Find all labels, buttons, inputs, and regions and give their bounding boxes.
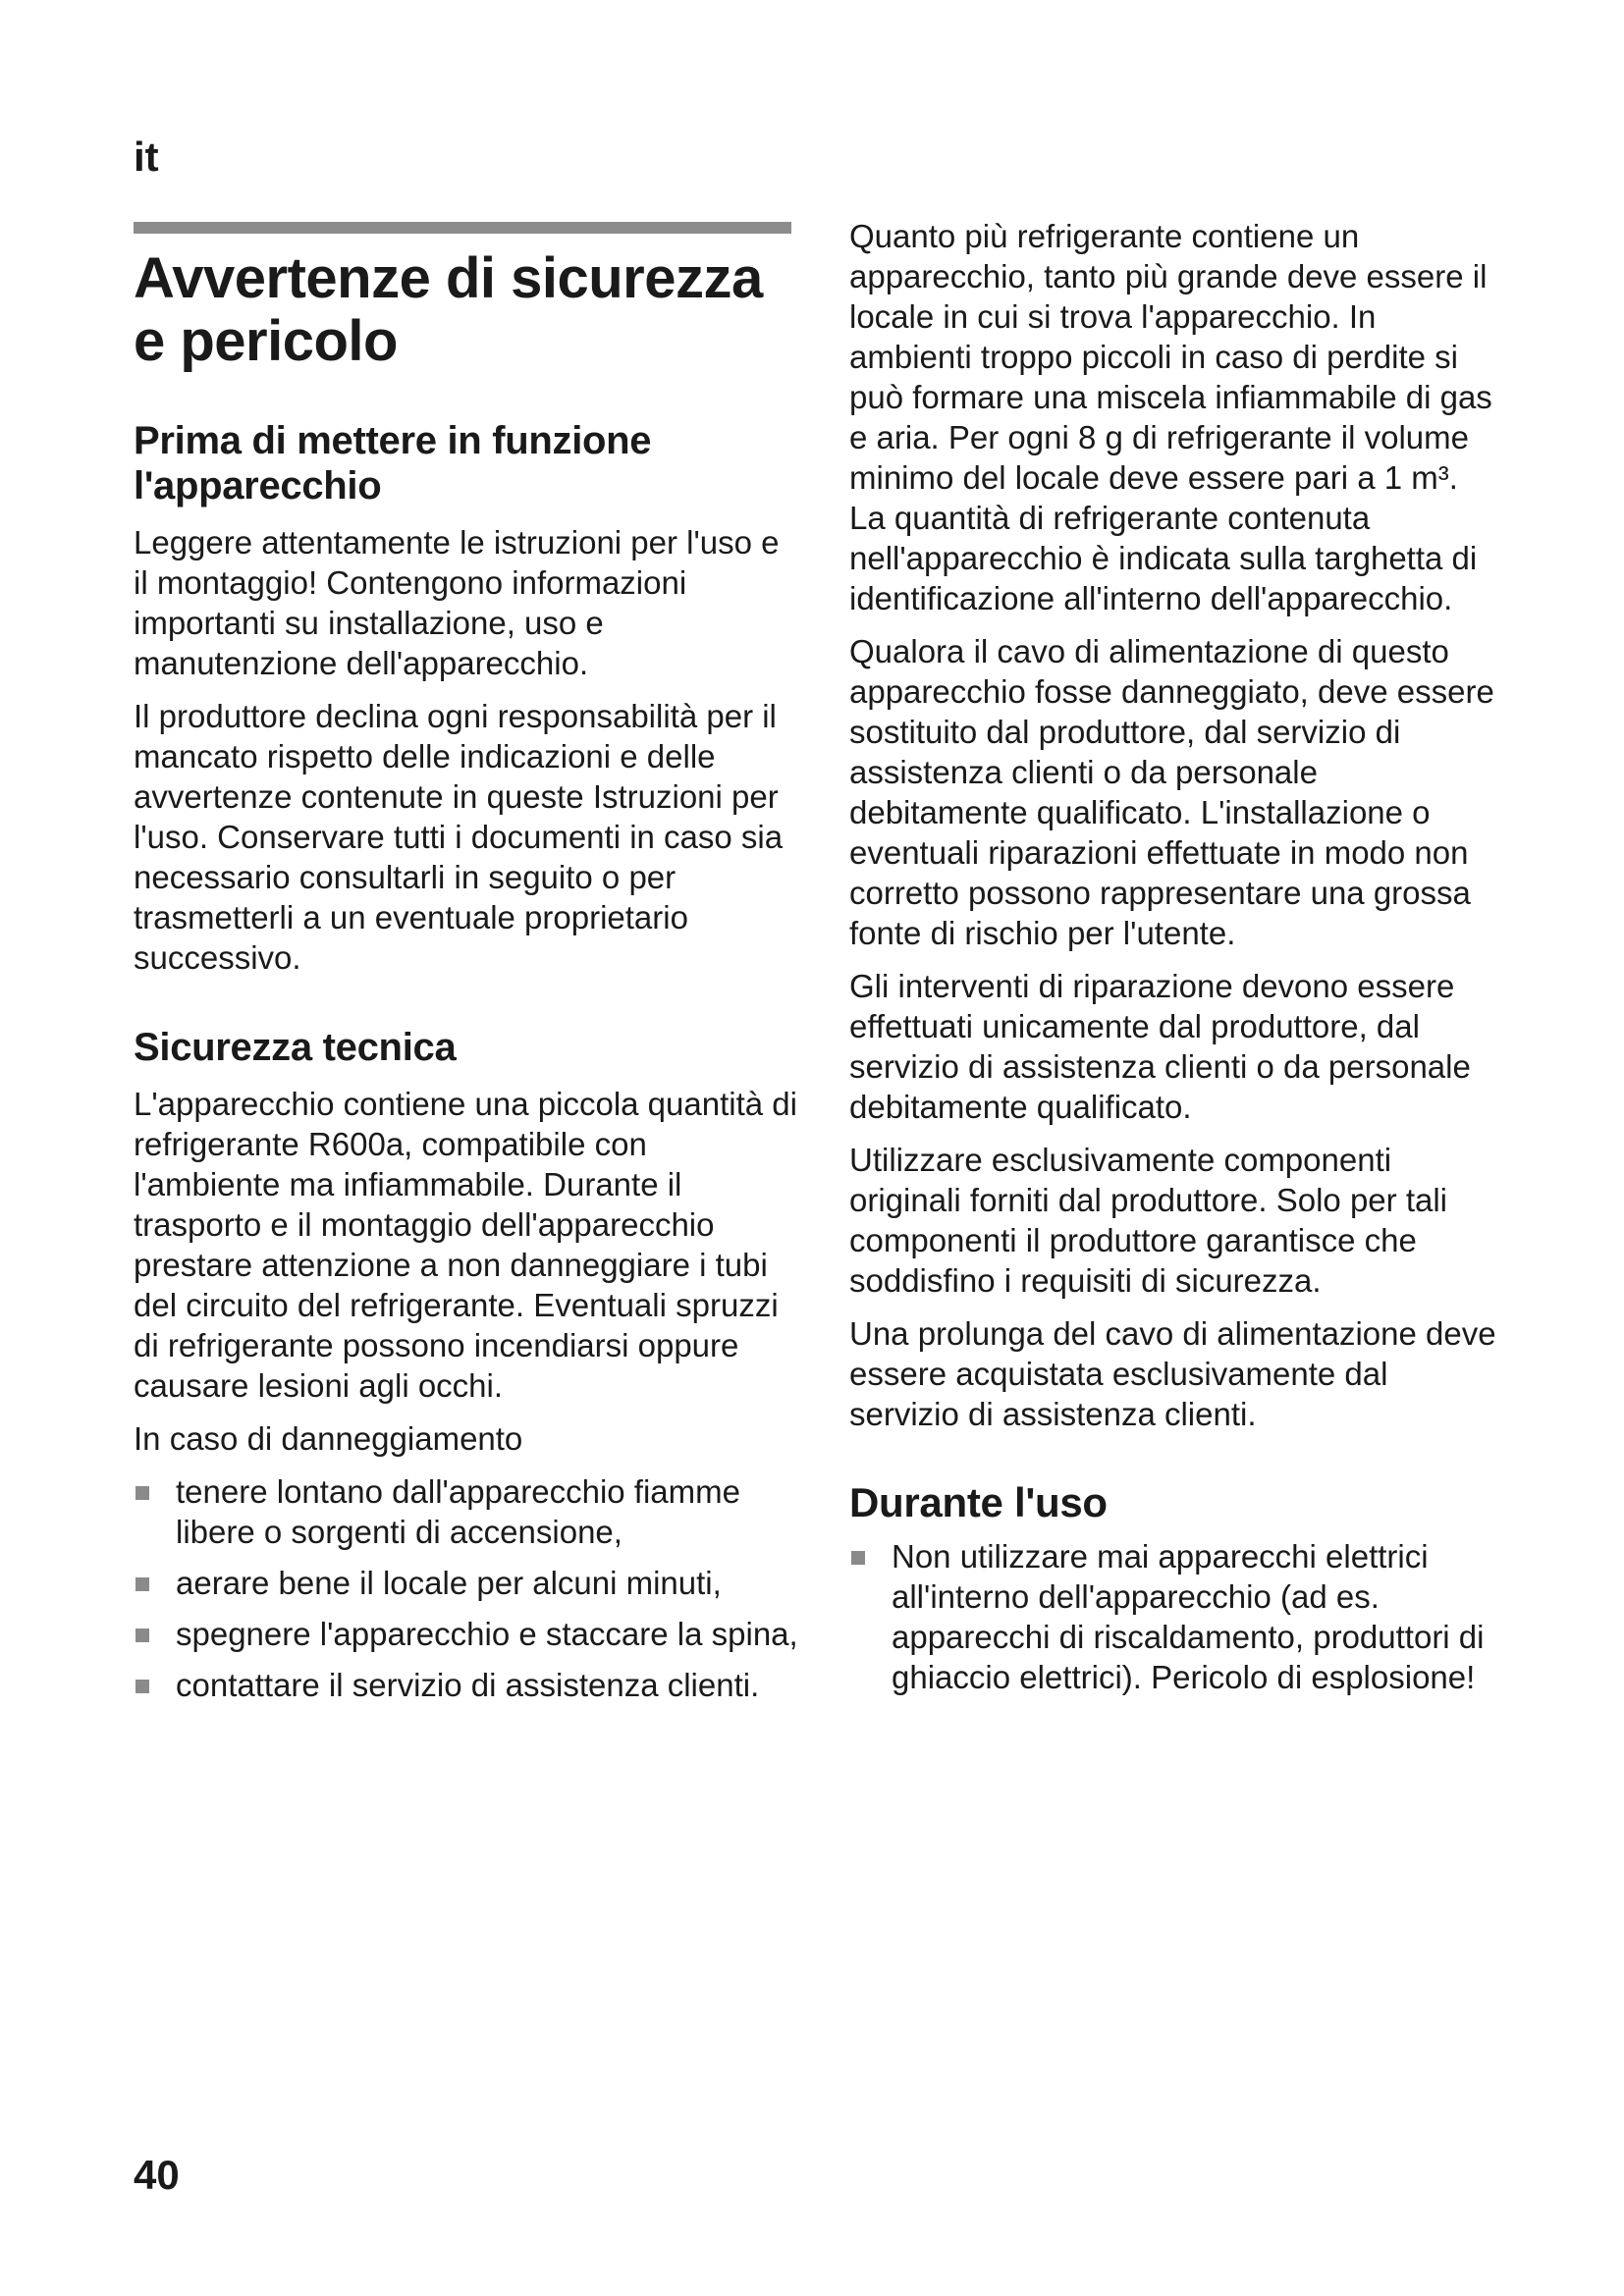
left-column: [134, 247, 801, 1716]
list-item-text: aerare bene il locale per alcuni minuti,: [176, 1565, 722, 1601]
damage-steps-list: [134, 1471, 801, 1705]
square-bullet-icon: [851, 1551, 865, 1565]
list-item: [134, 1563, 801, 1603]
list-item-text: spegnere l'apparecchio e staccare la spina,: [176, 1616, 798, 1652]
list-item-text: Non utilizzare mai apparecchi elettrici all'interno dell'apparecchio (ad es. apparecchi di riscaldamento, produttori di ghiaccio elettrici). Pericolo di esplosione!: [892, 1538, 1485, 1695]
heading-prima: Prima di mettere in funzione l'apparecchio: [134, 419, 652, 507]
right-paragraph-2: Qualora il cavo di alimentazione di questo apparecchio fosse danneggiato, deve essere sostituito dal produttore, dal servizio di assistenza clienti o da personale debitamente qualificato. L'installazione o eventuali riparazioni effettuate in modo non corretto possono rappresentare una grossa fonte di rischio per l'utente.: [849, 633, 1494, 951]
square-bullet-icon: [135, 1577, 149, 1591]
heading-durante: Durante l'uso: [849, 1479, 1108, 1525]
sicurezza-paragraph-2: In caso di danneggiamento: [134, 1420, 523, 1457]
right-paragraph-3: Gli interventi di riparazione devono essere effettuati unicamente dal produttore, dal servizio di assistenza clienti o da personale debitamente qualificato.: [849, 968, 1471, 1125]
list-item: [849, 1536, 1497, 1697]
list-item: [134, 1471, 801, 1552]
sicurezza-paragraph-1: L'apparecchio contiene una piccola quantità di refrigerante R600a, compatibile con l'ambiente ma infiammabile. Durante il trasporto e il montaggio dell'apparecchio prestare attenzione a non danneggiare i tubi del circuito del refrigerante. Eventuali spruzzi di refrigerante possono incendiarsi oppure causare lesioni agli occhi.: [134, 1086, 797, 1404]
page-number: 40: [134, 2152, 180, 2198]
list-item: [134, 1665, 801, 1705]
language-tag: it: [134, 133, 159, 180]
usage-warnings-list: [849, 1536, 1497, 1697]
square-bullet-icon: [135, 1680, 149, 1693]
square-bullet-icon: [135, 1486, 149, 1500]
list-item-text: tenere lontano dall'apparecchio fiamme libere o sorgenti di accensione,: [176, 1473, 740, 1550]
right-paragraph-5: Una prolunga del cavo di alimentazione deve essere acquistata esclusivamente dal servizio di assistenza clienti.: [849, 1315, 1496, 1432]
right-paragraph-1: Quanto più refrigerante contiene un apparecchio, tanto più grande deve essere il locale in cui si trova l'apparecchio. In ambienti troppo piccoli in caso di perdite si può formare una miscela infiammabile di gas e aria. Per ogni 8 g di refrigerante il volume minimo del locale deve essere pari a 1 m³. La quantità di refrigerante contenuta nell'apparecchio è indicata sulla targhetta di identificazione all'interno dell'apparecchio.: [849, 218, 1492, 616]
prima-paragraph-2: Il produttore declina ogni responsabilità per il mancato rispetto delle indicazioni e delle avvertenze contenute in queste Istruzioni per l'uso. Conservare tutti i documenti in caso sia necessario consultarli in seguito o per trasmetterli a un eventuale proprietario successivo.: [134, 698, 784, 976]
list-item-text: contattare il servizio di assistenza clienti.: [176, 1667, 760, 1703]
list-item: [134, 1614, 801, 1654]
square-bullet-icon: [135, 1629, 149, 1642]
section-divider-bar: [134, 222, 791, 234]
page-title: Avvertenze di sicurezza e pericolo: [134, 246, 763, 373]
right-paragraph-4: Utilizzare esclusivamente componenti originali forniti dal produttore. Solo per tali componenti il produttore garantisce che soddisfino i requisiti di sicurezza.: [849, 1142, 1448, 1299]
right-column: [849, 216, 1497, 1708]
prima-paragraph-1: Leggere attentamente le istruzioni per l'uso e il montaggio! Contengono informazioni importanti su installazione, uso e manutenzione dell'apparecchio.: [134, 524, 780, 681]
heading-sicurezza: Sicurezza tecnica: [134, 1026, 457, 1069]
